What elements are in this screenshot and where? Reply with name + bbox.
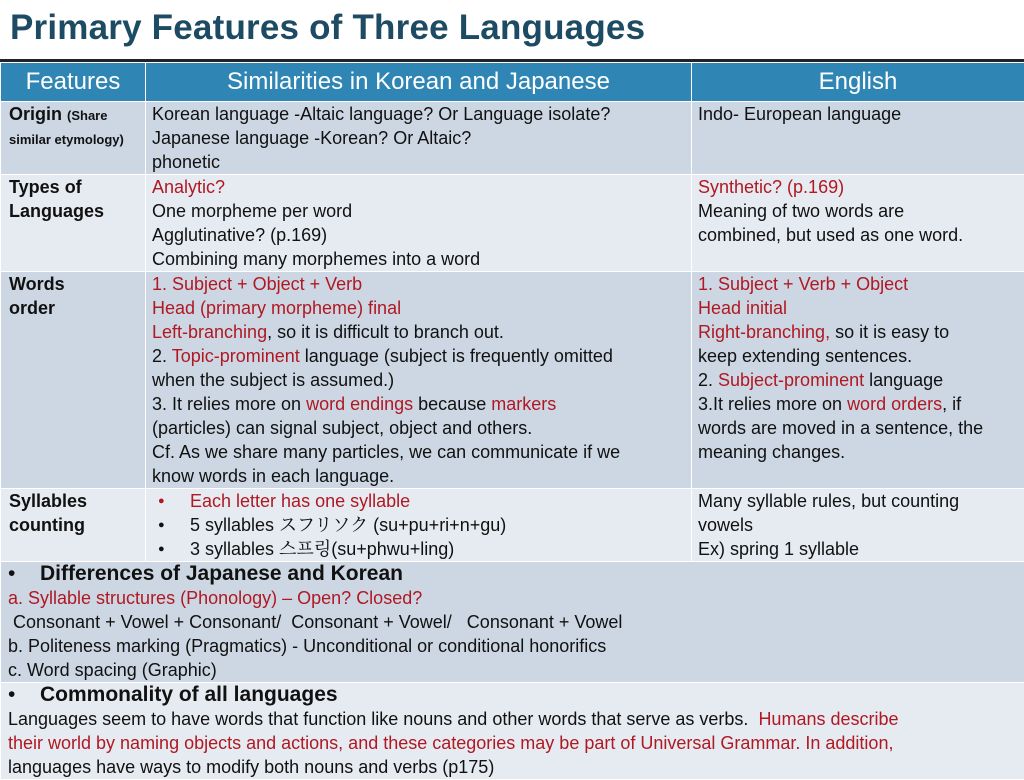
- order-kj-line: [152, 344, 685, 368]
- row-commonality: [1, 683, 1024, 780]
- feature-syll-line1: Syllables: [9, 489, 139, 513]
- commonality-text: Languages seem to have words that function like nouns and other words that serve as verbs.: [8, 709, 758, 729]
- feature-types-line1: Types of: [9, 175, 139, 199]
- origin-kj: [146, 102, 692, 175]
- differences-c: c. Word spacing (Graphic): [8, 658, 1017, 682]
- feature-types-line2: Languages: [9, 199, 139, 223]
- origin-kj-line: Japanese language -Korean? Or Altaic?: [152, 126, 685, 150]
- comparison-table: [0, 62, 1024, 780]
- differences-a-detail: Consonant + Vowel + Consonant/ Consonant + Vowel/ Consonant + Vowel: [8, 610, 1017, 634]
- list-item: ● Each letter has one syllable: [190, 489, 685, 513]
- bullet-icon: •: [8, 562, 40, 586]
- order-kj-text: because: [413, 394, 491, 414]
- order-kj-line: (particles) can signal subject, object and others.: [152, 416, 685, 440]
- order-kj-text: 2.: [152, 346, 172, 366]
- order-en-line: 1. Subject + Verb + Object: [698, 272, 1018, 296]
- commonality-heading-text: Commonality of all languages: [40, 683, 338, 706]
- types-en-line: Meaning of two words are: [698, 199, 1018, 223]
- types-kj-analytic: Analytic?: [152, 175, 685, 199]
- feature-syll-line2: counting: [9, 513, 139, 537]
- differences-block: [1, 562, 1024, 683]
- order-kj-text: language (subject is frequently omitted: [300, 346, 613, 366]
- bullet-icon: •: [8, 683, 40, 707]
- feature-origin-label: Origin: [9, 104, 62, 124]
- feature-origin: [1, 102, 146, 175]
- order-en-text: so it is easy to: [830, 322, 949, 342]
- order-kj-line: when the subject is assumed.): [152, 368, 685, 392]
- order-en-line: [698, 320, 1018, 344]
- order-kj-red-text: Left-branching: [152, 322, 267, 342]
- commonality-line: [8, 707, 1017, 731]
- order-en-text: 3.It relies more on: [698, 394, 847, 414]
- list-item: ● 5 syllables スフリソク (su+pu+ri+n+gu): [190, 513, 685, 537]
- order-en-line: [698, 368, 1018, 392]
- order-en-text: language: [864, 370, 943, 390]
- order-kj-line: Head (primary morpheme) final: [152, 296, 685, 320]
- syll-en: [692, 489, 1024, 562]
- syll-en-line: Ex) spring 1 syllable: [698, 537, 1018, 561]
- feature-types: [1, 175, 146, 272]
- order-kj-line: 1. Subject + Object + Verb: [152, 272, 685, 296]
- feature-order-line2: order: [9, 296, 139, 320]
- commonality-line: languages have ways to modify both nouns and verbs (p175): [8, 755, 1017, 779]
- order-kj: [146, 272, 692, 489]
- row-types: [1, 175, 1024, 272]
- header-features: Features: [1, 63, 146, 102]
- page-title: Primary Features of Three Languages: [10, 8, 645, 48]
- order-en-line: keep extending sentences.: [698, 344, 1018, 368]
- syll-kj: [146, 489, 692, 562]
- row-word-order: [1, 272, 1024, 489]
- origin-kj-line: phonetic: [152, 150, 685, 174]
- row-differences: [1, 562, 1024, 683]
- header-similarities: Similarities in Korean and Japanese: [146, 63, 692, 102]
- differences-heading: [8, 562, 1017, 586]
- order-en-red-text: Subject-prominent: [718, 370, 864, 390]
- types-en-synthetic: Synthetic? (p.169): [698, 175, 1018, 199]
- order-en-line: meaning changes.: [698, 440, 1018, 464]
- order-en-red-text: Right-branching,: [698, 322, 830, 342]
- types-kj-line: One morpheme per word: [152, 199, 685, 223]
- order-en-line: Head initial: [698, 296, 1018, 320]
- order-kj-text: 3. It relies more on: [152, 394, 306, 414]
- order-kj-line: know words in each language.: [152, 464, 685, 488]
- order-kj-line: [152, 392, 685, 416]
- order-en-line: words are moved in a sentence, the: [698, 416, 1018, 440]
- commonality-heading: [8, 683, 1017, 707]
- types-en: [692, 175, 1024, 272]
- order-kj-red-text: Topic-prominent: [172, 346, 300, 366]
- types-kj-line: Combining many morphemes into a word: [152, 247, 685, 271]
- order-kj-red-text: word endings: [306, 394, 413, 414]
- origin-en: Indo- European language: [692, 102, 1024, 175]
- syll-en-line: vowels: [698, 513, 1018, 537]
- order-kj-line: Cf. As we share many particles, we can communicate if we: [152, 440, 685, 464]
- syll-kj-list: [152, 489, 685, 561]
- feature-syllables: [1, 489, 146, 562]
- header-english: English: [692, 63, 1024, 102]
- order-en: [692, 272, 1024, 489]
- order-kj-red-text: markers: [491, 394, 556, 414]
- feature-word-order: [1, 272, 146, 489]
- commonality-red-text: Humans describe: [758, 709, 898, 729]
- feature-origin-note: (Share similar etymology): [9, 108, 124, 147]
- types-en-line: combined, but used as one word.: [698, 223, 1018, 247]
- order-en-line: [698, 392, 1018, 416]
- differences-a: a. Syllable structures (Phonology) – Open? Closed?: [8, 586, 1017, 610]
- order-en-text: , if: [942, 394, 961, 414]
- differences-b: b. Politeness marking (Pragmatics) - Unconditional or conditional honorifics: [8, 634, 1017, 658]
- types-kj-line: Agglutinative? (p.169): [152, 223, 685, 247]
- commonality-line: their world by naming objects and actions, and these categories may be part of Universal Grammar. In addition,: [8, 731, 1017, 755]
- header-row: [1, 63, 1024, 102]
- types-kj: [146, 175, 692, 272]
- origin-kj-line: Korean language -Altaic language? Or Language isolate?: [152, 102, 685, 126]
- differences-heading-text: Differences of Japanese and Korean: [40, 562, 403, 585]
- commonality-block: [1, 683, 1024, 780]
- list-item: ● 3 syllables 스프링(su+phwu+ling): [190, 537, 685, 561]
- row-syllables: [1, 489, 1024, 562]
- syll-en-line: Many syllable rules, but counting: [698, 489, 1018, 513]
- row-origin: [1, 102, 1024, 175]
- order-en-red-text: word orders: [847, 394, 942, 414]
- order-kj-line: [152, 320, 685, 344]
- order-en-text: 2.: [698, 370, 718, 390]
- feature-order-line1: Words: [9, 272, 139, 296]
- order-kj-text: , so it is difficult to branch out.: [267, 322, 504, 342]
